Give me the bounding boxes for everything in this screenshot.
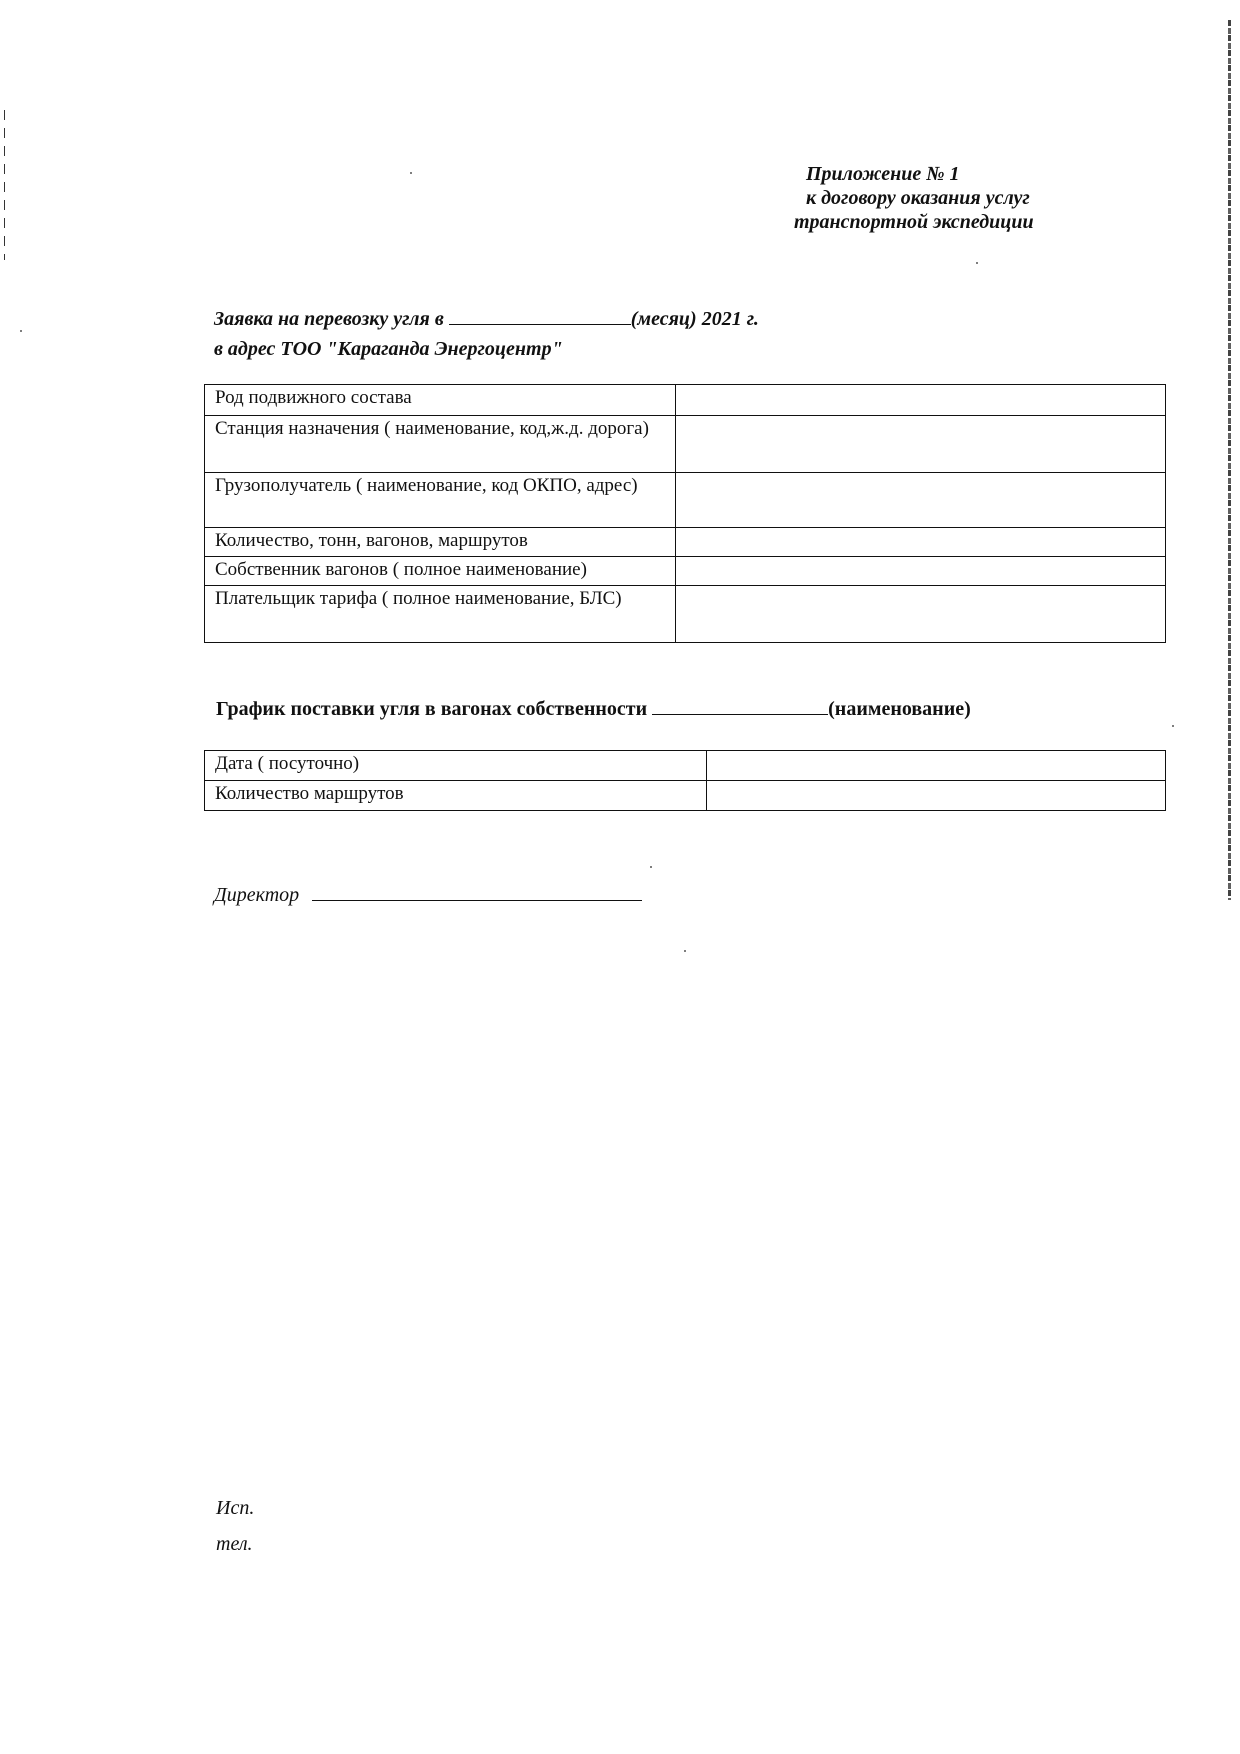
request-details-table <box>204 384 1166 643</box>
request-line-1 <box>214 304 759 334</box>
appendix-contract-ref: к договору оказания услуг <box>806 187 1030 209</box>
row-label: Станция назначения ( наименование, код,ж.д. дорога) <box>205 416 676 473</box>
scan-speck <box>650 866 652 868</box>
row-value-field[interactable] <box>706 781 1165 811</box>
row-label: Род подвижного состава <box>205 385 676 416</box>
row-value-field[interactable] <box>676 557 1166 586</box>
row-value-field[interactable] <box>676 416 1166 473</box>
schedule-title-prefix: График поставки угля в вагонах собственности <box>216 698 648 720</box>
row-label: Грузополучатель ( наименование, код ОКПО, адрес) <box>205 473 676 528</box>
row-value-field[interactable] <box>676 528 1166 557</box>
appendix-header <box>794 162 1094 234</box>
table-row <box>205 385 1166 416</box>
request-address: в адрес ТОО "Караганда Энергоцентр" <box>214 338 563 360</box>
row-label: Дата ( посуточно) <box>205 751 707 781</box>
table-row <box>205 751 1166 781</box>
schedule-title <box>216 694 971 724</box>
scan-edge-artifact <box>1228 20 1231 900</box>
request-title <box>214 304 759 364</box>
table-row <box>205 528 1166 557</box>
executor-label: Исп. <box>216 1497 255 1519</box>
row-value-field[interactable] <box>676 385 1166 416</box>
scan-speck <box>976 262 978 264</box>
row-value-field[interactable] <box>706 751 1165 781</box>
schedule-title-suffix: (наименование) <box>828 698 971 720</box>
footer-contacts <box>216 1490 254 1562</box>
table-row <box>205 473 1166 528</box>
row-label: Количество маршрутов <box>205 781 707 811</box>
row-label: Количество, тонн, вагонов, маршрутов <box>205 528 676 557</box>
scan-speck <box>410 172 412 174</box>
owner-blank-field[interactable] <box>652 696 828 715</box>
row-value-field[interactable] <box>676 473 1166 528</box>
table-row <box>205 416 1166 473</box>
month-blank-field[interactable] <box>449 306 631 325</box>
director-signature-line <box>214 880 642 910</box>
table-row <box>205 557 1166 586</box>
table-row <box>205 586 1166 643</box>
scan-edge-artifact <box>4 110 5 260</box>
director-label: Директор <box>214 884 300 906</box>
scan-speck <box>20 330 22 332</box>
director-signature-field[interactable] <box>312 882 642 901</box>
phone-label: тел. <box>216 1533 253 1555</box>
request-prefix: Заявка на перевозку угля в <box>214 308 444 330</box>
request-suffix: (месяц) 2021 г. <box>630 308 759 330</box>
row-value-field[interactable] <box>676 586 1166 643</box>
appendix-number: Приложение № 1 <box>806 163 960 185</box>
scan-speck <box>1172 725 1174 727</box>
table-row <box>205 781 1166 811</box>
schedule-table <box>204 750 1166 811</box>
appendix-contract-type: транспортной экспедиции <box>794 211 1034 233</box>
scan-speck <box>684 950 686 952</box>
row-label: Плательщик тарифа ( полное наименование, БЛС) <box>205 586 676 643</box>
row-label: Собственник вагонов ( полное наименование) <box>205 557 676 586</box>
